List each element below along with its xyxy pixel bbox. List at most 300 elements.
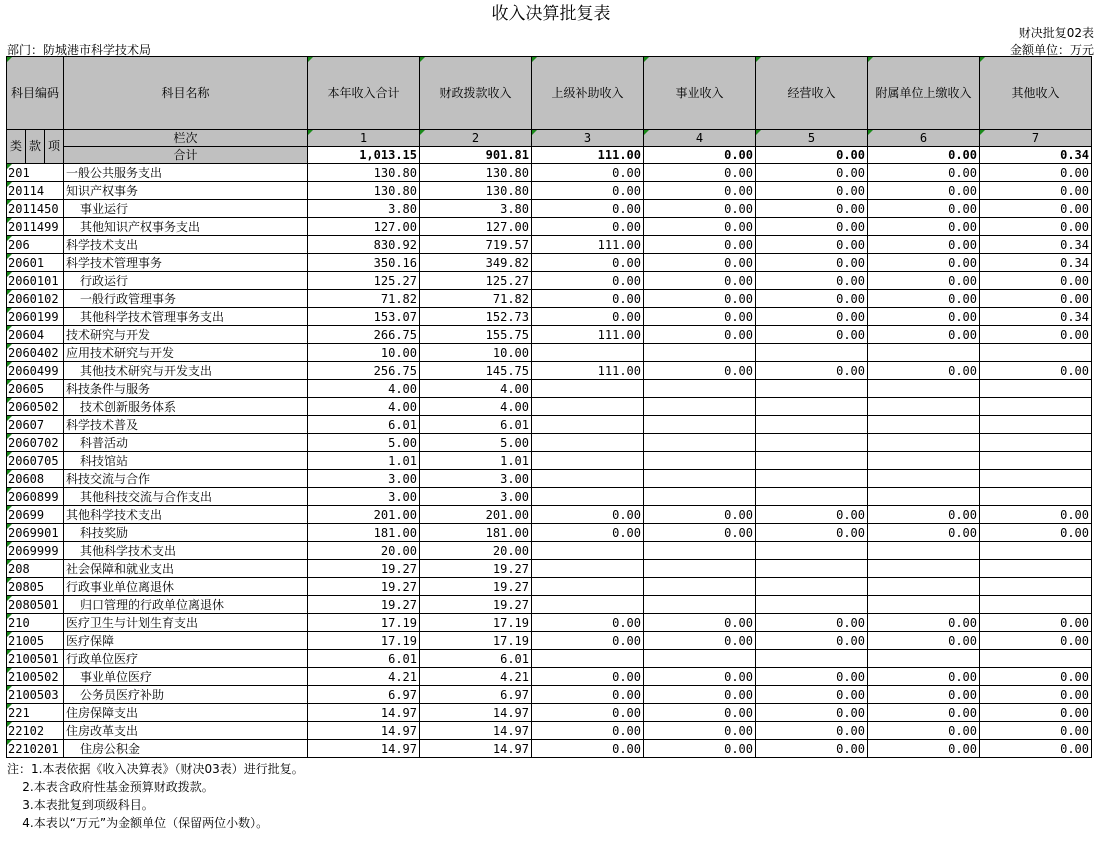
amount-cell: 0.00 [980,326,1092,344]
amount-cell: 0.00 [644,326,756,344]
table-row [7,722,1092,740]
total-value: 0.00 [868,147,980,164]
amount-cell: 0.00 [644,254,756,272]
subject-code: 20607 [7,416,64,434]
subject-name: 其他科学技术支出 [64,506,308,524]
amount-cell: 0.00 [532,218,644,236]
amount-cell: 0.00 [756,362,868,380]
subject-name: 科技馆站 [64,452,308,470]
amount-cell: 3.00 [420,470,532,488]
amount-cell: 0.00 [868,290,980,308]
amount-cell: 4.21 [420,668,532,686]
notes [7,760,304,832]
header-business-income: 事业收入 [644,57,756,130]
amount-cell: 17.19 [308,614,420,632]
amount-cell: 71.82 [420,290,532,308]
amount-cell: 0.00 [532,308,644,326]
note-line: 3.本表批复到项级科目。 [7,798,154,812]
header-subsidiary-income: 附属单位上缴收入 [868,57,980,130]
amount-cell: 0.00 [980,614,1092,632]
amount-cell [980,470,1092,488]
amount-cell: 4.00 [420,380,532,398]
amount-cell: 0.00 [868,254,980,272]
total-value: 1,013.15 [308,147,420,164]
column-number: 3 [532,130,644,147]
amount-cell [756,434,868,452]
amount-cell: 0.00 [868,506,980,524]
table-row [7,542,1092,560]
amount-cell [644,596,756,614]
amount-cell: 0.00 [756,704,868,722]
subject-name: 社会保障和就业支出 [64,560,308,578]
amount-cell [756,596,868,614]
subject-code: 2060702 [7,434,64,452]
amount-cell [980,542,1092,560]
amount-cell: 0.00 [756,740,868,758]
table-row [7,344,1092,362]
table-row [7,578,1092,596]
header-lei: 类 [7,130,26,164]
amount-cell [980,416,1092,434]
amount-cell [868,650,980,668]
amount-cell: 0.00 [868,308,980,326]
total-value: 901.81 [420,147,532,164]
header-code: 科目编码 [7,57,64,130]
table-row [7,308,1092,326]
amount-cell: 0.00 [644,632,756,650]
amount-cell: 0.00 [644,164,756,182]
table-row [7,668,1092,686]
amount-cell: 0.00 [756,236,868,254]
amount-cell: 0.00 [532,182,644,200]
amount-cell: 0.00 [644,704,756,722]
subject-name: 知识产权事务 [64,182,308,200]
subject-name: 事业单位医疗 [64,668,308,686]
subject-code: 2080501 [7,596,64,614]
subject-code: 20604 [7,326,64,344]
amount-cell: 266.75 [308,326,420,344]
amount-cell: 0.00 [532,614,644,632]
unit-label: 金额单位：万元 [1009,43,1094,57]
table-row [7,164,1092,182]
amount-cell: 0.00 [756,614,868,632]
total-value: 111.00 [532,147,644,164]
subject-code: 2060101 [7,272,64,290]
amount-cell [532,488,644,506]
amount-cell: 0.00 [756,686,868,704]
amount-cell: 0.00 [532,506,644,524]
amount-cell: 0.00 [644,182,756,200]
subject-name: 科学技术支出 [64,236,308,254]
amount-cell: 0.00 [980,704,1092,722]
header-operating-income: 经营收入 [756,57,868,130]
table-row [7,560,1092,578]
amount-cell: 145.75 [420,362,532,380]
amount-cell: 0.00 [868,722,980,740]
amount-cell: 0.00 [532,272,644,290]
amount-cell: 6.97 [308,686,420,704]
amount-cell: 3.00 [420,488,532,506]
subject-name: 科技奖励 [64,524,308,542]
amount-cell [980,560,1092,578]
amount-cell: 0.00 [644,236,756,254]
subject-code: 2060502 [7,398,64,416]
amount-cell: 0.00 [980,632,1092,650]
amount-cell: 0.34 [980,308,1092,326]
table-row [7,488,1092,506]
amount-cell: 0.00 [980,272,1092,290]
amount-cell [980,596,1092,614]
amount-cell: 10.00 [420,344,532,362]
subject-name: 科技条件与服务 [64,380,308,398]
amount-cell [644,398,756,416]
amount-cell: 0.00 [532,290,644,308]
amount-cell: 111.00 [532,362,644,380]
subject-code: 20114 [7,182,64,200]
amount-cell: 19.27 [420,596,532,614]
subject-code: 2100501 [7,650,64,668]
amount-cell: 155.75 [420,326,532,344]
amount-cell: 0.00 [756,506,868,524]
amount-cell: 349.82 [420,254,532,272]
amount-cell [532,542,644,560]
amount-cell [756,452,868,470]
amount-cell: 0.00 [868,326,980,344]
amount-cell: 4.00 [308,398,420,416]
amount-cell: 0.00 [644,200,756,218]
table-row [7,380,1092,398]
report-number: 财决批复02表 [1018,26,1094,40]
table-row [7,416,1092,434]
amount-cell [756,650,868,668]
amount-cell: 201.00 [308,506,420,524]
header-kuan: 款 [26,130,45,164]
table-row [7,632,1092,650]
amount-cell: 130.80 [308,164,420,182]
subject-name: 科学技术管理事务 [64,254,308,272]
header-total-income: 本年收入合计 [308,57,420,130]
amount-cell: 0.00 [756,722,868,740]
amount-cell: 0.00 [644,686,756,704]
subject-code: 2069901 [7,524,64,542]
amount-cell: 20.00 [308,542,420,560]
subject-code: 20601 [7,254,64,272]
amount-cell [868,578,980,596]
table-row [7,740,1092,758]
amount-cell: 153.07 [308,308,420,326]
subject-name: 行政单位医疗 [64,650,308,668]
amount-cell: 0.00 [532,740,644,758]
amount-cell: 127.00 [420,218,532,236]
amount-cell: 181.00 [308,524,420,542]
header-name: 科目名称 [64,57,308,130]
amount-cell [644,380,756,398]
subject-code: 2011450 [7,200,64,218]
amount-cell [532,434,644,452]
subject-name: 科学技术普及 [64,416,308,434]
amount-cell [868,344,980,362]
page-title: 收入决算批复表 [491,4,611,24]
subject-name: 应用技术研究与开发 [64,344,308,362]
amount-cell: 3.00 [308,470,420,488]
amount-cell: 0.00 [532,200,644,218]
table-row [7,704,1092,722]
amount-cell: 181.00 [420,524,532,542]
amount-cell: 1.01 [420,452,532,470]
subject-code: 2060199 [7,308,64,326]
amount-cell: 4.21 [308,668,420,686]
subject-name: 公务员医疗补助 [64,686,308,704]
amount-cell [532,650,644,668]
amount-cell [868,488,980,506]
table-row [7,434,1092,452]
column-number: 5 [756,130,868,147]
note-line: 4.本表以“万元”为金额单位（保留两位小数）。 [7,816,269,830]
subject-name: 医疗保障 [64,632,308,650]
table-row [7,524,1092,542]
subject-name: 技术创新服务体系 [64,398,308,416]
amount-cell [756,542,868,560]
table-row [7,686,1092,704]
subject-name: 其他科技交流与合作支出 [64,488,308,506]
amount-cell [868,452,980,470]
amount-cell: 125.27 [308,272,420,290]
amount-cell: 0.00 [532,632,644,650]
amount-cell: 0.00 [868,200,980,218]
amount-cell [868,560,980,578]
amount-cell: 1.01 [308,452,420,470]
subject-code: 2100503 [7,686,64,704]
amount-cell [532,578,644,596]
subject-name: 住房改革支出 [64,722,308,740]
amount-cell [756,416,868,434]
subject-name: 技术研究与开发 [64,326,308,344]
amount-cell [868,542,980,560]
total-value: 0.34 [980,147,1092,164]
amount-cell [980,434,1092,452]
column-number: 6 [868,130,980,147]
subject-name: 住房保障支出 [64,704,308,722]
amount-cell: 0.00 [756,290,868,308]
amount-cell: 0.00 [868,632,980,650]
subject-code: 2060499 [7,362,64,380]
amount-cell: 19.27 [308,578,420,596]
amount-cell [532,452,644,470]
amount-cell [532,560,644,578]
subject-code: 20805 [7,578,64,596]
table-row [7,182,1092,200]
subject-name: 科普活动 [64,434,308,452]
amount-cell: 14.97 [308,740,420,758]
amount-cell [644,488,756,506]
subject-name: 归口管理的行政单位离退休 [64,596,308,614]
amount-cell: 125.27 [420,272,532,290]
amount-cell: 0.00 [644,614,756,632]
amount-cell: 14.97 [420,704,532,722]
amount-cell [868,416,980,434]
note-line: 注：1.本表依据《收入决算表》（财决03表）进行批复。 [7,762,304,776]
amount-cell: 17.19 [420,632,532,650]
amount-cell: 0.00 [868,686,980,704]
amount-cell: 0.00 [980,524,1092,542]
header-lanci: 栏次 [64,130,308,147]
subject-name: 其他知识产权事务支出 [64,218,308,236]
amount-cell: 0.00 [868,164,980,182]
amount-cell: 0.00 [644,290,756,308]
amount-cell: 6.01 [420,650,532,668]
amount-cell: 10.00 [308,344,420,362]
amount-cell [980,380,1092,398]
amount-cell: 0.00 [756,200,868,218]
subject-code: 22102 [7,722,64,740]
amount-cell [644,470,756,488]
amount-cell: 3.80 [308,200,420,218]
amount-cell: 0.00 [868,182,980,200]
amount-cell: 17.19 [308,632,420,650]
subject-name: 医疗卫生与计划生育支出 [64,614,308,632]
amount-cell: 130.80 [420,164,532,182]
amount-cell: 0.00 [980,668,1092,686]
amount-cell: 17.19 [420,614,532,632]
amount-cell: 0.00 [644,308,756,326]
subject-code: 2069999 [7,542,64,560]
subject-name: 事业运行 [64,200,308,218]
table-row [7,218,1092,236]
amount-cell [980,452,1092,470]
amount-cell [532,416,644,434]
amount-cell: 19.27 [420,560,532,578]
column-number: 7 [980,130,1092,147]
amount-cell: 71.82 [308,290,420,308]
amount-cell: 0.00 [980,182,1092,200]
amount-cell: 6.01 [308,650,420,668]
amount-cell [756,578,868,596]
amount-cell: 0.00 [868,218,980,236]
subject-name: 其他技术研究与开发支出 [64,362,308,380]
amount-cell: 0.00 [532,668,644,686]
amount-cell [532,470,644,488]
subject-code: 20605 [7,380,64,398]
amount-cell: 0.00 [644,524,756,542]
amount-cell: 111.00 [532,236,644,254]
amount-cell [868,470,980,488]
column-number-row [7,130,1092,147]
amount-cell: 0.00 [532,524,644,542]
amount-cell: 20.00 [420,542,532,560]
amount-cell: 14.97 [308,704,420,722]
amount-cell [756,470,868,488]
subject-name: 住房公积金 [64,740,308,758]
subject-code: 210 [7,614,64,632]
amount-cell [532,596,644,614]
amount-cell: 4.00 [308,380,420,398]
amount-cell: 0.00 [756,254,868,272]
amount-cell: 350.16 [308,254,420,272]
amount-cell: 0.34 [980,254,1092,272]
amount-cell: 6.01 [308,416,420,434]
amount-cell: 3.00 [308,488,420,506]
amount-cell: 0.00 [868,362,980,380]
amount-cell [980,650,1092,668]
amount-cell: 5.00 [308,434,420,452]
subject-code: 2060402 [7,344,64,362]
amount-cell [532,398,644,416]
amount-cell: 0.00 [980,362,1092,380]
amount-cell: 0.00 [980,200,1092,218]
amount-cell [980,578,1092,596]
amount-cell [644,416,756,434]
amount-cell [756,488,868,506]
amount-cell: 0.00 [532,164,644,182]
column-number: 4 [644,130,756,147]
amount-cell: 0.00 [868,524,980,542]
amount-cell: 0.00 [980,290,1092,308]
amount-cell: 0.00 [756,524,868,542]
amount-cell: 14.97 [420,740,532,758]
amount-cell: 19.27 [308,596,420,614]
amount-cell [980,488,1092,506]
table-row [7,326,1092,344]
subject-code: 21005 [7,632,64,650]
amount-cell: 201.00 [420,506,532,524]
amount-cell [644,650,756,668]
subject-name: 一般公共服务支出 [64,164,308,182]
header-row [7,57,1092,130]
amount-cell [644,578,756,596]
table-row [7,506,1092,524]
amount-cell [644,542,756,560]
amount-cell [756,398,868,416]
amount-cell: 14.97 [420,722,532,740]
amount-cell: 0.00 [644,272,756,290]
amount-cell [644,434,756,452]
amount-cell: 19.27 [420,578,532,596]
amount-cell: 0.00 [756,272,868,290]
amount-cell: 0.00 [532,254,644,272]
subject-code: 206 [7,236,64,254]
amount-cell: 127.00 [308,218,420,236]
subject-code: 20608 [7,470,64,488]
amount-cell [980,344,1092,362]
subject-name: 科技交流与合作 [64,470,308,488]
amount-cell: 830.92 [308,236,420,254]
amount-cell [868,398,980,416]
amount-cell: 0.00 [644,506,756,524]
subject-code: 2011499 [7,218,64,236]
amount-cell: 19.27 [308,560,420,578]
amount-cell [644,344,756,362]
subject-code: 201 [7,164,64,182]
header-superior-subsidy: 上级补助收入 [532,57,644,130]
amount-cell [868,380,980,398]
amount-cell: 130.80 [308,182,420,200]
column-number: 2 [420,130,532,147]
amount-cell: 0.00 [756,218,868,236]
table-row [7,596,1092,614]
table-row [7,614,1092,632]
subject-name: 其他科学技术管理事务支出 [64,308,308,326]
amount-cell: 0.00 [980,686,1092,704]
amount-cell: 0.00 [868,668,980,686]
subject-code: 2210201 [7,740,64,758]
amount-cell [868,434,980,452]
amount-cell: 130.80 [420,182,532,200]
amount-cell: 0.00 [644,722,756,740]
amount-cell: 0.00 [644,218,756,236]
table-row [7,200,1092,218]
amount-cell: 0.00 [980,740,1092,758]
amount-cell: 256.75 [308,362,420,380]
